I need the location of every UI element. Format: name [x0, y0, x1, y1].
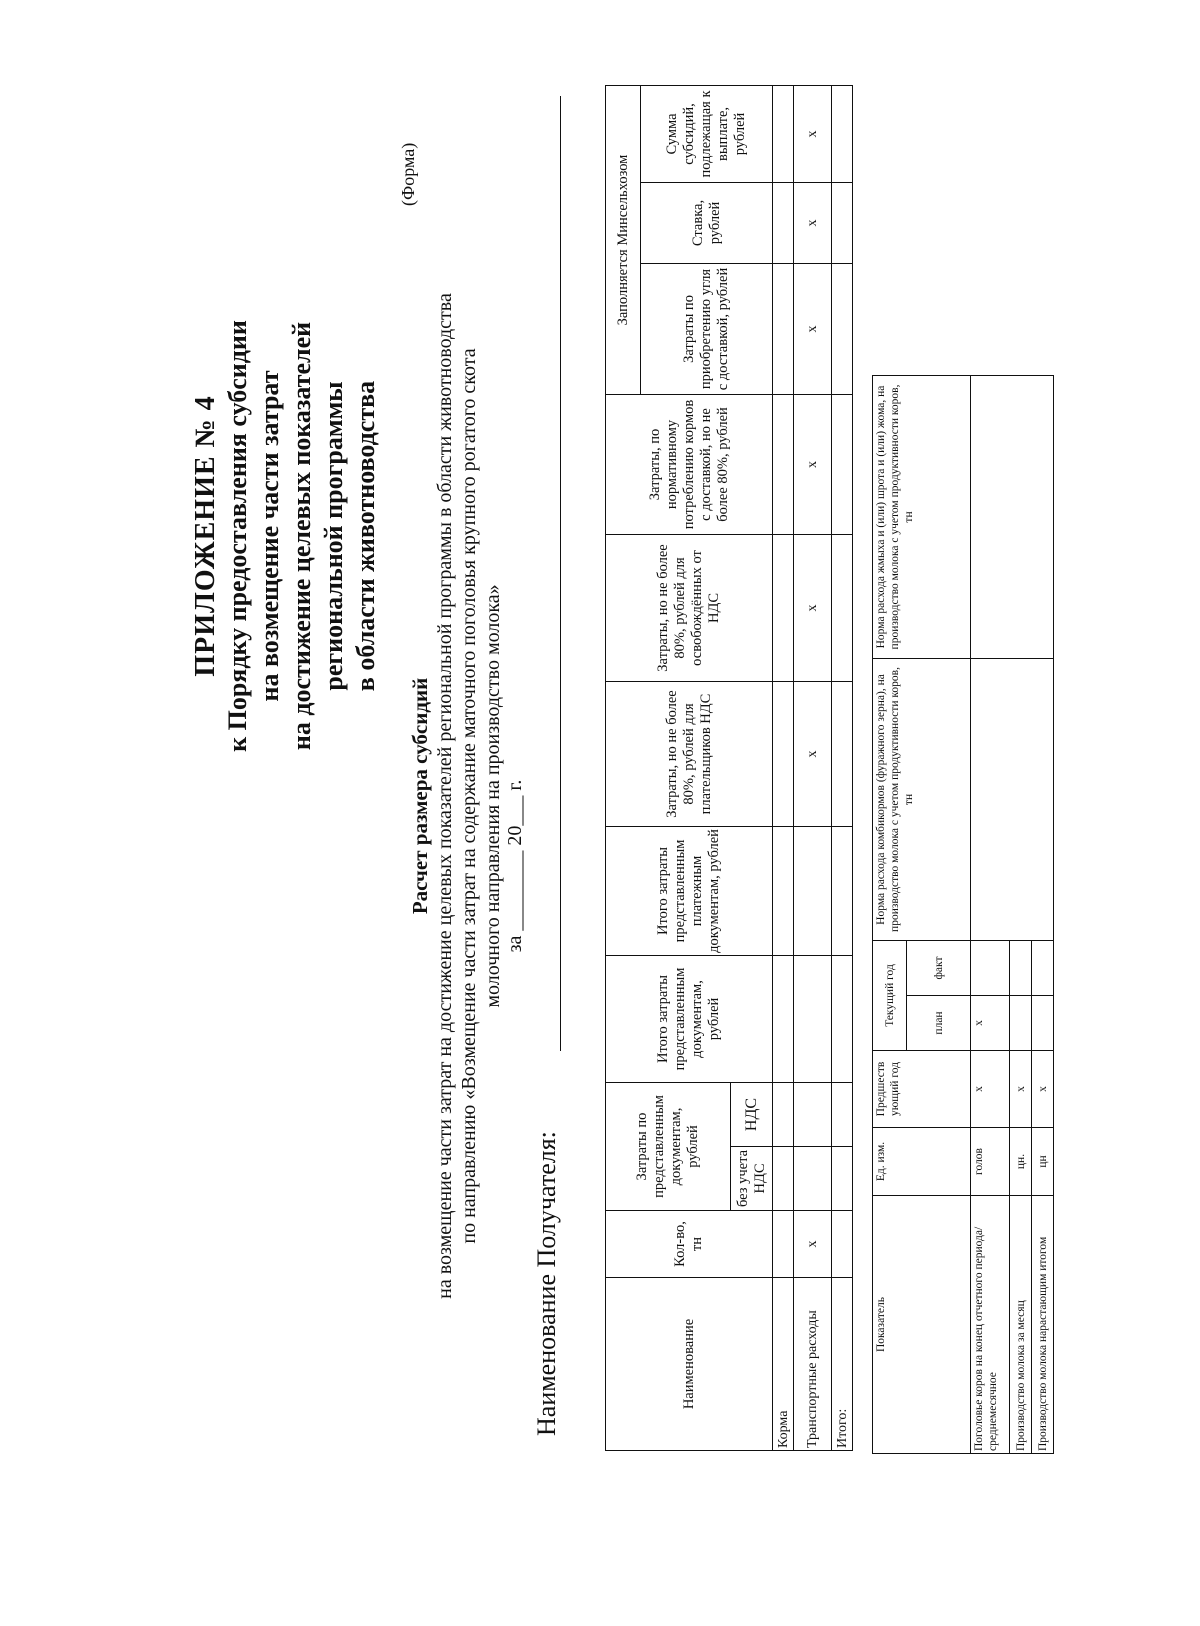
row-indicator: Производство молока нарастающим итогом [1032, 1196, 1054, 1454]
cell[interactable] [773, 85, 794, 182]
cell: x [971, 996, 1010, 1051]
cell[interactable] [1032, 996, 1054, 1051]
row-unit: цн [1032, 1128, 1054, 1196]
header-normative-feed: Затраты, по нормативному потреблению кормов с доставкой, но не более 80%, рублей [606, 394, 773, 534]
cell[interactable] [832, 263, 853, 394]
row-indicator: Поголовье коров на конец отчетного периода/ среднемесячное [971, 1196, 1010, 1454]
reporting-period: за ________ 20___ г. [504, 779, 526, 953]
row-unit: голов [971, 1128, 1010, 1196]
header-subsidy-sum: Сумма субсидий, подлежащая к выплате, рублей [641, 85, 773, 182]
header-current-year: Текущий год [873, 940, 907, 1050]
cell: x [794, 394, 832, 534]
cell: x [794, 182, 832, 263]
cell: x [794, 1211, 832, 1278]
header-plan: план [907, 996, 971, 1051]
cell[interactable] [832, 1082, 853, 1146]
cell[interactable] [1010, 940, 1032, 995]
header-qty: Кол-во, тн [606, 1211, 773, 1278]
indicators-table [872, 375, 1054, 1454]
header-fact: факт [907, 940, 971, 995]
appendix-header [190, 86, 382, 986]
header-ministry-group: Заполняется Минсельхозом [606, 85, 641, 394]
cell[interactable] [832, 85, 853, 182]
cell[interactable] [832, 681, 853, 826]
recipient-name-field[interactable] [560, 96, 561, 1051]
appendix-title: ПРИЛОЖЕНИЕ № 4 [190, 395, 221, 677]
cell[interactable] [773, 394, 794, 534]
cell[interactable] [794, 1082, 832, 1146]
appendix-line: в области животноводства [351, 380, 380, 692]
form-label: (Форма) [398, 142, 418, 206]
header-unit: Ед. изм. [873, 1128, 971, 1196]
appendix-line: на достижение целевых показателей [287, 321, 316, 751]
recipient-label: Наименование Получателя: [532, 1131, 561, 1436]
appendix-line: к Порядку предоставления субсидии [223, 320, 252, 752]
appendix-line: региональной программы [319, 381, 348, 691]
cell[interactable] [773, 955, 794, 1082]
table-row [832, 85, 853, 1450]
header-no-vat: без учета НДС [731, 1147, 773, 1211]
calculation-line: по направлению «Возмещение части затрат на содержание маточного поголовья крупного рогатого скота [458, 348, 480, 1244]
cell[interactable] [773, 263, 794, 394]
cell[interactable] [794, 1147, 832, 1211]
row-name: Транспортные расходы [794, 1278, 832, 1451]
row-name: Корма [773, 1278, 794, 1451]
table-row [971, 375, 1010, 1453]
header-coal-costs: Затраты по приобретению угля с доставкой, рублей [641, 263, 773, 394]
row-indicator: Производство молока за месяц [1010, 1196, 1032, 1454]
header-name: Наименование [606, 1278, 773, 1451]
row-unit: цн. [1010, 1128, 1032, 1196]
header-cake-norm: Норма расхода жмыха и (или) шрота и (или) жома, на производство молока с учетом продуктивности коров, тн [873, 375, 971, 658]
cell: x [1032, 1051, 1054, 1128]
cell[interactable] [832, 394, 853, 534]
header-rate: Ставка, рублей [641, 182, 773, 263]
cell: x [1010, 1051, 1032, 1128]
cell[interactable] [773, 1211, 794, 1278]
cell: x [794, 263, 832, 394]
header-costs-docs: Затраты по представленным документам, рублей [606, 1082, 731, 1210]
calculation-line: молочного направления на производство молока» [482, 584, 504, 1008]
cell[interactable] [773, 1082, 794, 1146]
table-row [794, 85, 832, 1450]
row-name: Итого: [832, 1278, 853, 1451]
cell[interactable] [971, 940, 1010, 995]
header-feed-norm: Норма расхода комбикормов (фуражного зерна), на производство молока с учетом продуктивности коров, тн [873, 658, 971, 940]
cell[interactable] [773, 1147, 794, 1211]
cell[interactable] [773, 681, 794, 826]
header-indicator: Показатель [873, 1196, 971, 1454]
cell: x [794, 85, 832, 182]
cell[interactable] [971, 658, 1054, 940]
cell[interactable] [971, 375, 1054, 658]
cell[interactable] [832, 955, 853, 1082]
cell[interactable] [832, 1211, 853, 1278]
header-vat-payers: Затраты, но не более 80%, рублей для плательщиков НДС [606, 681, 773, 826]
subsidy-calculation-table [605, 85, 853, 1451]
header-vat-exempt: Затраты, но не более 80%, рублей для освобождённых от НДС [606, 534, 773, 681]
header-vat: НДС [731, 1082, 773, 1146]
cell[interactable] [773, 826, 794, 955]
header-total-payment-docs: Итого затраты представленным платежным документам, рублей [606, 826, 773, 955]
cell[interactable] [794, 826, 832, 955]
cell: x [794, 534, 832, 681]
cell[interactable] [832, 826, 853, 955]
header-prev-year: Предшеств ующий год [873, 1051, 971, 1128]
cell[interactable] [832, 534, 853, 681]
cell[interactable] [832, 1147, 853, 1211]
cell[interactable] [794, 955, 832, 1082]
cell[interactable] [773, 534, 794, 681]
cell: x [794, 681, 832, 826]
cell[interactable] [1010, 996, 1032, 1051]
header-total-docs: Итого затраты представленным документам, рублей [606, 955, 773, 1082]
cell[interactable] [832, 182, 853, 263]
calculation-title: Расчет размера субсидий [408, 677, 432, 915]
calculation-header [408, 136, 505, 1456]
cell[interactable] [773, 182, 794, 263]
cell: x [971, 1051, 1010, 1128]
cell[interactable] [1032, 940, 1054, 995]
appendix-line: на возмещение части затрат [255, 370, 284, 702]
table-row [773, 85, 794, 1450]
calculation-line: на возмещение части затрат на достижение целевых показателей региональной программы в области животноводства [434, 293, 456, 1299]
